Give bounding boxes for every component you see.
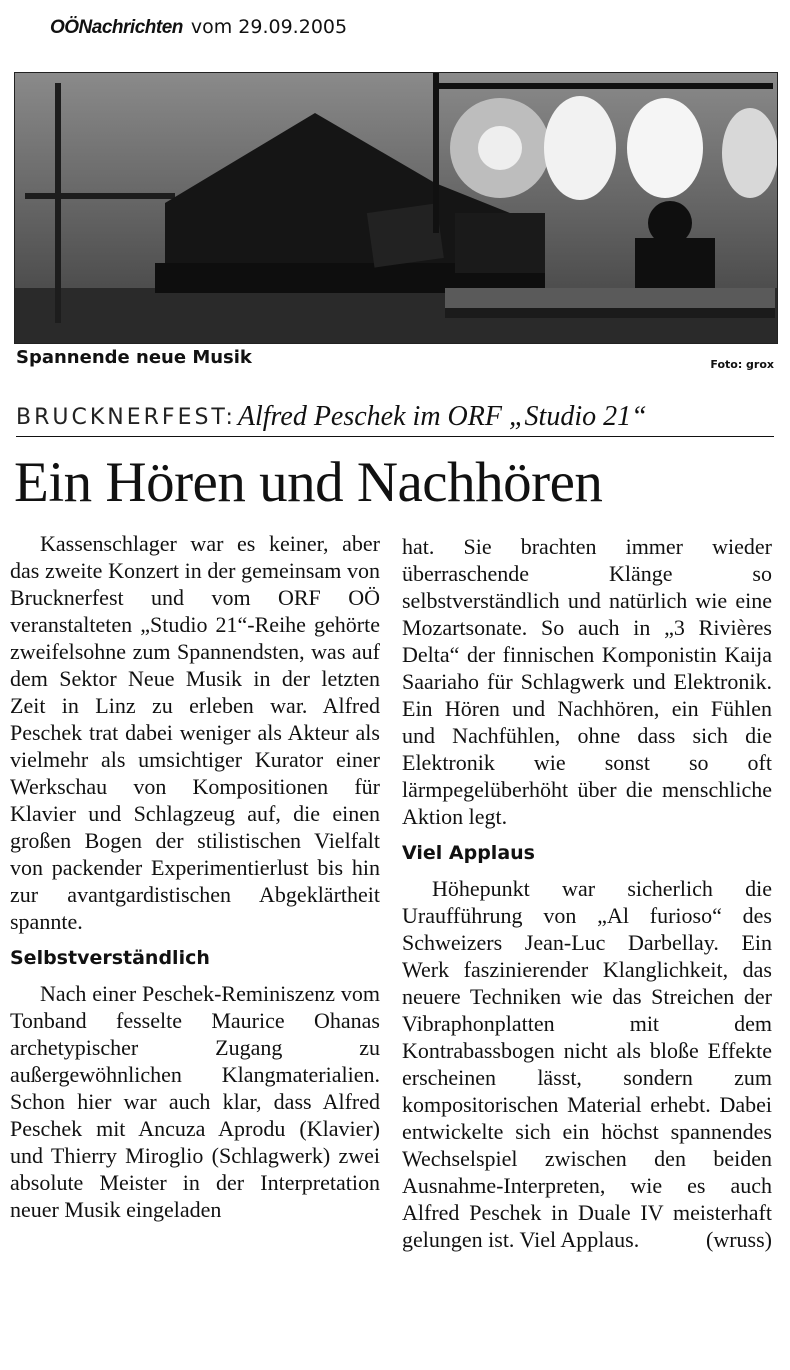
newspaper-name: OÖNachrichten <box>50 17 183 38</box>
photo-credit: Foto: grox <box>710 358 774 371</box>
article-paragraph: Nach einer Peschek-Reminiszenz vom Tonband fesselte Maurice Ohanas archetypischer Zugang zu außergewöhnlichen Klangmaterialien. Schon hier war auch klar, dass Alfred Peschek mit Ancuza Aprodu (Klavier) und Thierry Miroglio (Schlagwerk) zwei absolute Meister in der Interpretation neuer Musik eingeladen <box>10 981 380 1222</box>
subheading-viel-applaus: Viel Applaus <box>402 842 535 864</box>
masthead <box>50 16 347 50</box>
subheading-selbstverstaendlich: Selbstverständlich <box>10 947 210 969</box>
author-signature: (wruss) <box>706 1227 772 1252</box>
concert-photo <box>14 72 778 344</box>
article-paragraph: Kassenschlager war es keiner, aber das zweite Konzert in der gemeinsam von Brucknerfest und vom ORF OÖ veranstalteten „Studio 21“-Reihe gehörte zweifelsohne zum Spannendsten, was auf dem Sektor Neue Musik in der letzten Zeit in Linz zu erleben war. Alfred Peschek trat dabei weniger als Akteur als vielmehr als umsichtiger Kurator einer Werkschau von Kompositionen für Klavier und Schlagzeug auf, die einen großen Bogen der stilistischen Vielfalt von packender Experimentierlust bis hin zur avantgardistischen Abgeklärtheit spannte. <box>10 531 380 934</box>
article-paragraph: hat. Sie brachten immer wieder überraschende Klänge so selbstverständlich und natürlich wie eine Mozartsonate. So auch in „3 Rivières Delta“ der finnischen Komponistin Kaija Saariaho für Schlagwerk und Elektronik. Ein Hören und Nachhören, ein Fühlen und Nachfühlen, ohne dass sich die Elektronik wie sonst so oft lärmpegelüberhöht über die menschliche Aktion legt. <box>402 534 772 829</box>
kicker-label: BRUCKNERFEST: <box>16 404 236 430</box>
article-headline: Ein Hören und Nachhören <box>14 451 603 514</box>
concert-photo-illustration <box>15 73 777 343</box>
kicker-text: Alfred Peschek im ORF „Studio 21“ <box>237 401 647 432</box>
article-paragraph: Höhepunkt war sicherlich die Uraufführung von „Al furioso“ des Schweizers Jean-Luc Darbellay. Ein Werk faszinierender Klanglichkeit, das neuere Techniken wie das Streichen der Vibraphonplatten mit dem Kontrabassbogen nicht als bloße Effekte erscheinen lässt, sondern zum kompositorischen Material erhebt. Dabei entwickelte sich ein höchst spannendes Wechselspiel zwischen den beiden Ausnahme-Interpreten, wie es auch Alfred Peschek in Duale IV meisterhaft gelungen ist. Viel Applaus. <box>402 876 772 1252</box>
article-column-left <box>10 530 380 1223</box>
article-column-right <box>402 533 772 1253</box>
publication-date: vom 29.09.2005 <box>190 16 348 38</box>
photo-caption: Spannende neue Musik <box>16 347 252 368</box>
article-kicker <box>16 398 774 437</box>
